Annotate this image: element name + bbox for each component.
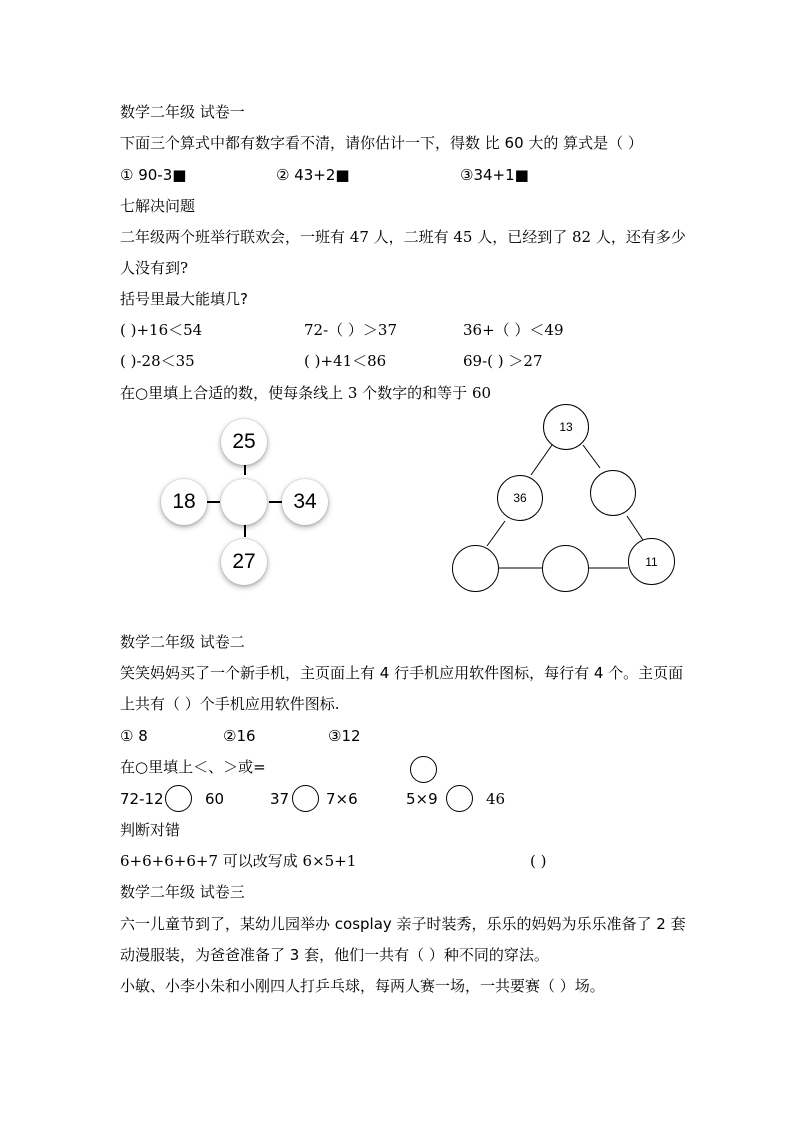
exam1-q1-option-2: ② 43+2■: [276, 166, 350, 184]
cross-center-circle[interactable]: [221, 479, 267, 525]
exam1-q2-line2: 人没有到?: [120, 259, 189, 277]
exam3-q2-text: 小敏、小李小朱和小刚四人打乒乓球，每两人赛一场，一共要赛（ ）场。: [120, 977, 605, 995]
exam2-q1-line1: 笑笑妈妈买了一个新手机，主页面上有 4 行手机应用软件图标，每行有 4 个。主页面: [120, 664, 684, 682]
edge-top-left-lower: [487, 521, 505, 546]
exam2-q1-option-2: ②16: [223, 727, 256, 745]
cross-right-circle: 34: [282, 479, 328, 525]
exam1-q3-r2a: ( )-28＜35: [120, 352, 195, 370]
cross-bottom-circle: 27: [221, 539, 267, 585]
triangle-top-circle: 13: [543, 404, 589, 450]
compare-b-right: 7×6: [326, 790, 358, 808]
compare-c-right: 46: [486, 790, 506, 808]
cross-top-circle: 25: [221, 419, 267, 465]
exam1-q4-text: 在○里填上合适的数，使每条线上 3 个数字的和等于 60: [120, 384, 492, 402]
compare-a-circle[interactable]: [165, 785, 192, 812]
triangle-right-mid-circle[interactable]: [590, 470, 636, 516]
exam2-q1-option-3: ③12: [328, 727, 361, 745]
triangle-bottom-mid-circle[interactable]: [542, 545, 589, 592]
exam2-q1-line2: 上共有（ ）个手机应用软件图标.: [120, 695, 340, 713]
cross-left-circle: 18: [161, 479, 207, 525]
compare-a-right: 60: [205, 790, 225, 808]
exam1-q1-text: 下面三个算式中都有数字看不清，请你估计一下，得数 比 60 大的 算式是（ ）: [120, 134, 643, 152]
compare-b-circle[interactable]: [292, 785, 319, 812]
edge-top-right-lower: [627, 516, 643, 540]
exam1-q1-option-1: ① 90-3■: [120, 166, 187, 184]
edge-top-right-upper: [583, 445, 600, 468]
exam1-q3-r1c: 36+（ ）＜49: [463, 321, 564, 339]
exam2-q1-option-1: ① 8: [120, 727, 148, 745]
exam2-q3-title: 判断对错: [120, 821, 181, 839]
edge-top-left-upper: [531, 445, 552, 475]
exam1-q3-r2b: ( )+41＜86: [304, 352, 387, 370]
compare-c-circle[interactable]: [446, 785, 473, 812]
exam2-extra-circle[interactable]: [410, 756, 437, 783]
exam2-q2-title: 在○里填上＜、＞或=: [120, 758, 266, 776]
exam1-q3-title: 括号里最大能填几?: [120, 290, 248, 308]
exam3-q1-line1: 六一儿童节到了，某幼儿园举办 cosplay 亲子时装秀，乐乐的妈妈为乐乐准备了 2 套: [120, 915, 686, 933]
exam1-q1-option-3: ③34+1■: [460, 166, 529, 184]
exam1-q3-r2c: 69-( ) ＞27: [463, 352, 543, 370]
compare-a-left: 72-12: [120, 790, 164, 808]
exam2-title: 数学二年级 试卷二: [120, 633, 245, 651]
compare-c-left: 5×9: [406, 790, 438, 808]
exam2-q3-text: 6+6+6+6+7 可以改写成 6×5+1: [120, 852, 357, 870]
compare-b-left: 37: [270, 790, 290, 808]
exam2-q3-answer-paren[interactable]: ( ): [530, 852, 547, 870]
exam3-q1-line2: 动漫服装，为爸爸准备了 3 套，他们一共有（ ）种不同的穿法。: [120, 946, 549, 964]
triangle-bottom-left-circle[interactable]: [452, 545, 499, 592]
exam1-q3-r1b: 72-（ ）＞37: [304, 321, 398, 339]
exam1-q3-r1a: ( )+16＜54: [120, 321, 203, 339]
exam3-title: 数学二年级 试卷三: [120, 883, 245, 901]
triangle-bottom-right-circle: 11: [628, 538, 675, 585]
triangle-left-mid-circle: 36: [497, 475, 543, 521]
exam1-title: 数学二年级 试卷一: [120, 103, 245, 121]
section-7-heading: 七解决问题: [120, 197, 196, 215]
exam1-q2-line1: 二年级两个班举行联欢会，一班有 47 人，二班有 45 人，已经到了 82 人，还有多少: [120, 228, 686, 246]
